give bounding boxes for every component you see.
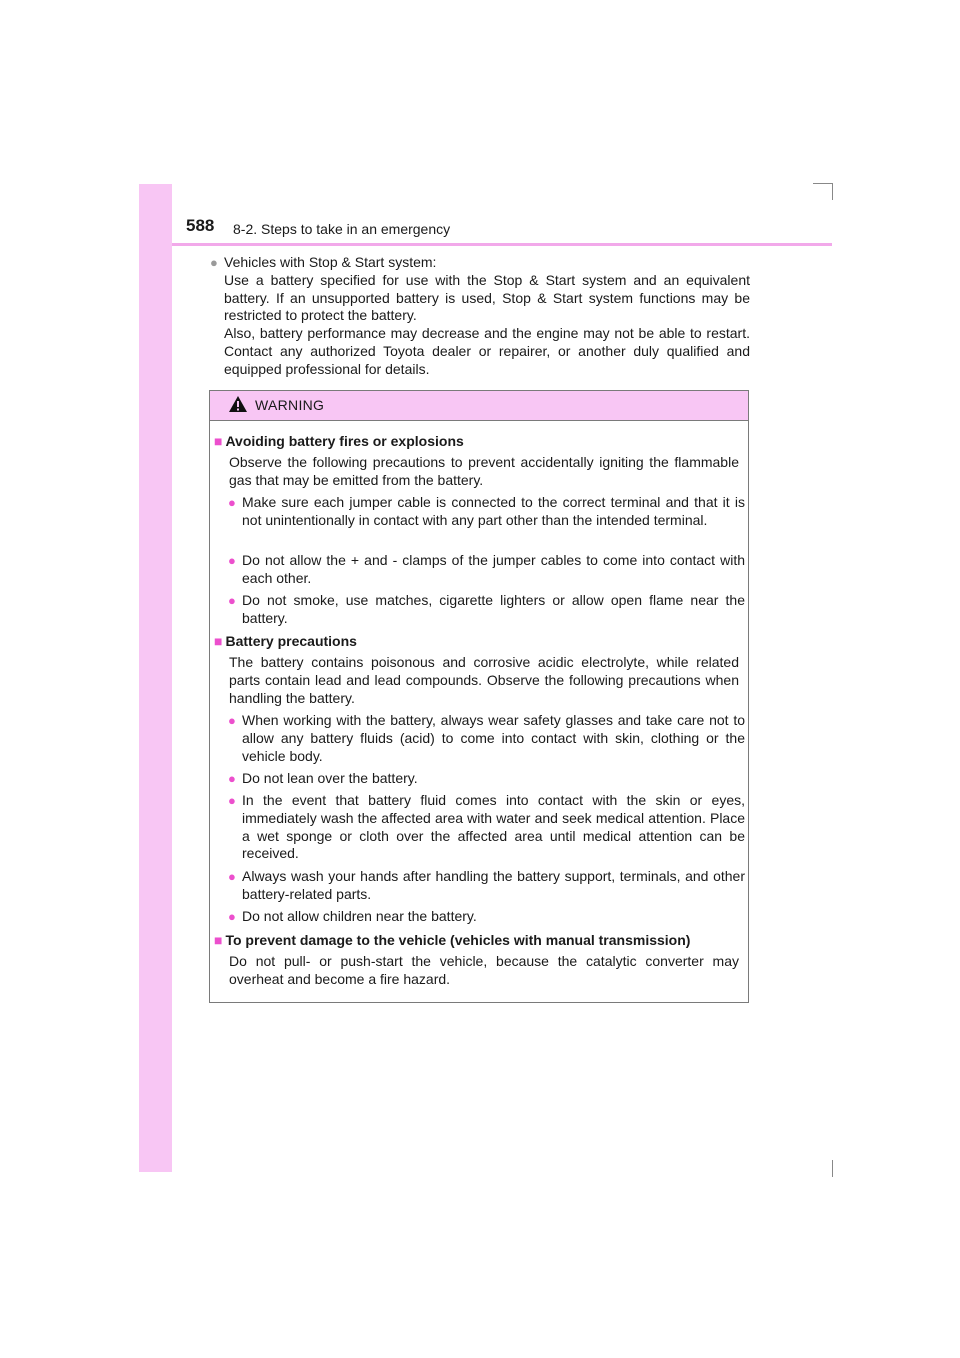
warning-header xyxy=(210,391,748,421)
list-item: ● Do not allow children near the battery. xyxy=(228,908,477,924)
list-item: ● Make sure each jumper cable is connected to the correct terminal and that it is not unintentionally in contact with any part other than the intended terminal. xyxy=(228,494,745,528)
section-title: 8-2. Steps to take in an emergency xyxy=(233,221,451,237)
bullet-icon: ● xyxy=(228,713,236,728)
bullet-icon: ● xyxy=(210,255,218,270)
warning-box xyxy=(209,390,749,1003)
bullet-icon: ● xyxy=(228,793,236,808)
bullet-icon: ● xyxy=(228,553,236,568)
list-item: ● Do not allow the + and - clamps of the jumper cables to come into contact with each other. xyxy=(228,552,745,586)
list-item: ● Do not smoke, use matches, cigarette lighters or allow open flame near the battery. xyxy=(228,592,745,626)
page-number: 588 xyxy=(186,216,215,235)
side-tab xyxy=(139,184,172,1172)
section-text: The battery contains poisonous and corrosive acidic electrolyte, while related parts contain lead and lead compounds. Observe the following precautions when handling the battery. xyxy=(229,654,739,706)
crop-mark xyxy=(832,1160,833,1177)
bullet-icon: ● xyxy=(228,593,236,608)
intro-note xyxy=(210,254,750,379)
section-heading: ■ Battery precautions xyxy=(214,633,357,649)
square-bullet-icon: ■ xyxy=(214,932,223,948)
list-item: ● When working with the battery, always wear safety glasses and take care not to allow any battery fluids (acid) to come into contact with skin, clothing or the vehicle body. xyxy=(228,712,745,764)
intro-line: Vehicles with Stop & Start system: xyxy=(224,254,437,270)
square-bullet-icon: ■ xyxy=(214,433,223,449)
section-text: Observe the following precautions to prevent accidentally igniting the flammable gas that may be emitted from the battery. xyxy=(229,454,739,488)
bullet-icon: ● xyxy=(228,869,236,884)
warning-title: WARNING xyxy=(255,397,325,413)
list-item: ● Do not lean over the battery. xyxy=(228,770,418,786)
square-bullet-icon: ■ xyxy=(214,633,223,649)
section-heading: ■ Avoiding battery fires or explosions xyxy=(214,433,464,449)
intro-line: Use a battery specified for use with the Stop & Start system and an equivalent battery. If an unsupported battery is used, Stop & Start system functions may be restricted to protect the battery. xyxy=(224,271,750,324)
warning-triangle-icon xyxy=(228,395,248,413)
crop-mark xyxy=(813,183,832,184)
intro-line: Also, battery performance may decrease and the engine may not be able to restart. Contact any authorized Toyota dealer or repairer, or another duly qualified and equipped professional for details. xyxy=(224,325,750,377)
bullet-icon: ● xyxy=(228,909,236,924)
header-rule xyxy=(172,243,832,246)
section-text: Do not pull- or push-start the vehicle, because the catalytic converter may overheat and become a fire hazard. xyxy=(229,953,739,987)
list-item: ● In the event that battery fluid comes into contact with the skin or eyes, immediately wash the affected area with water and seek medical attention. Place a wet sponge or cloth over the affected area until medical attention can be received. xyxy=(228,792,745,862)
section-heading: ■ To prevent damage to the vehicle (vehicles with manual transmission) xyxy=(214,932,691,948)
bullet-icon: ● xyxy=(228,771,236,786)
crop-mark xyxy=(832,183,833,200)
bullet-icon: ● xyxy=(228,495,236,510)
list-item: ● Always wash your hands after handling the battery support, terminals, and other battery-related parts. xyxy=(228,868,745,902)
